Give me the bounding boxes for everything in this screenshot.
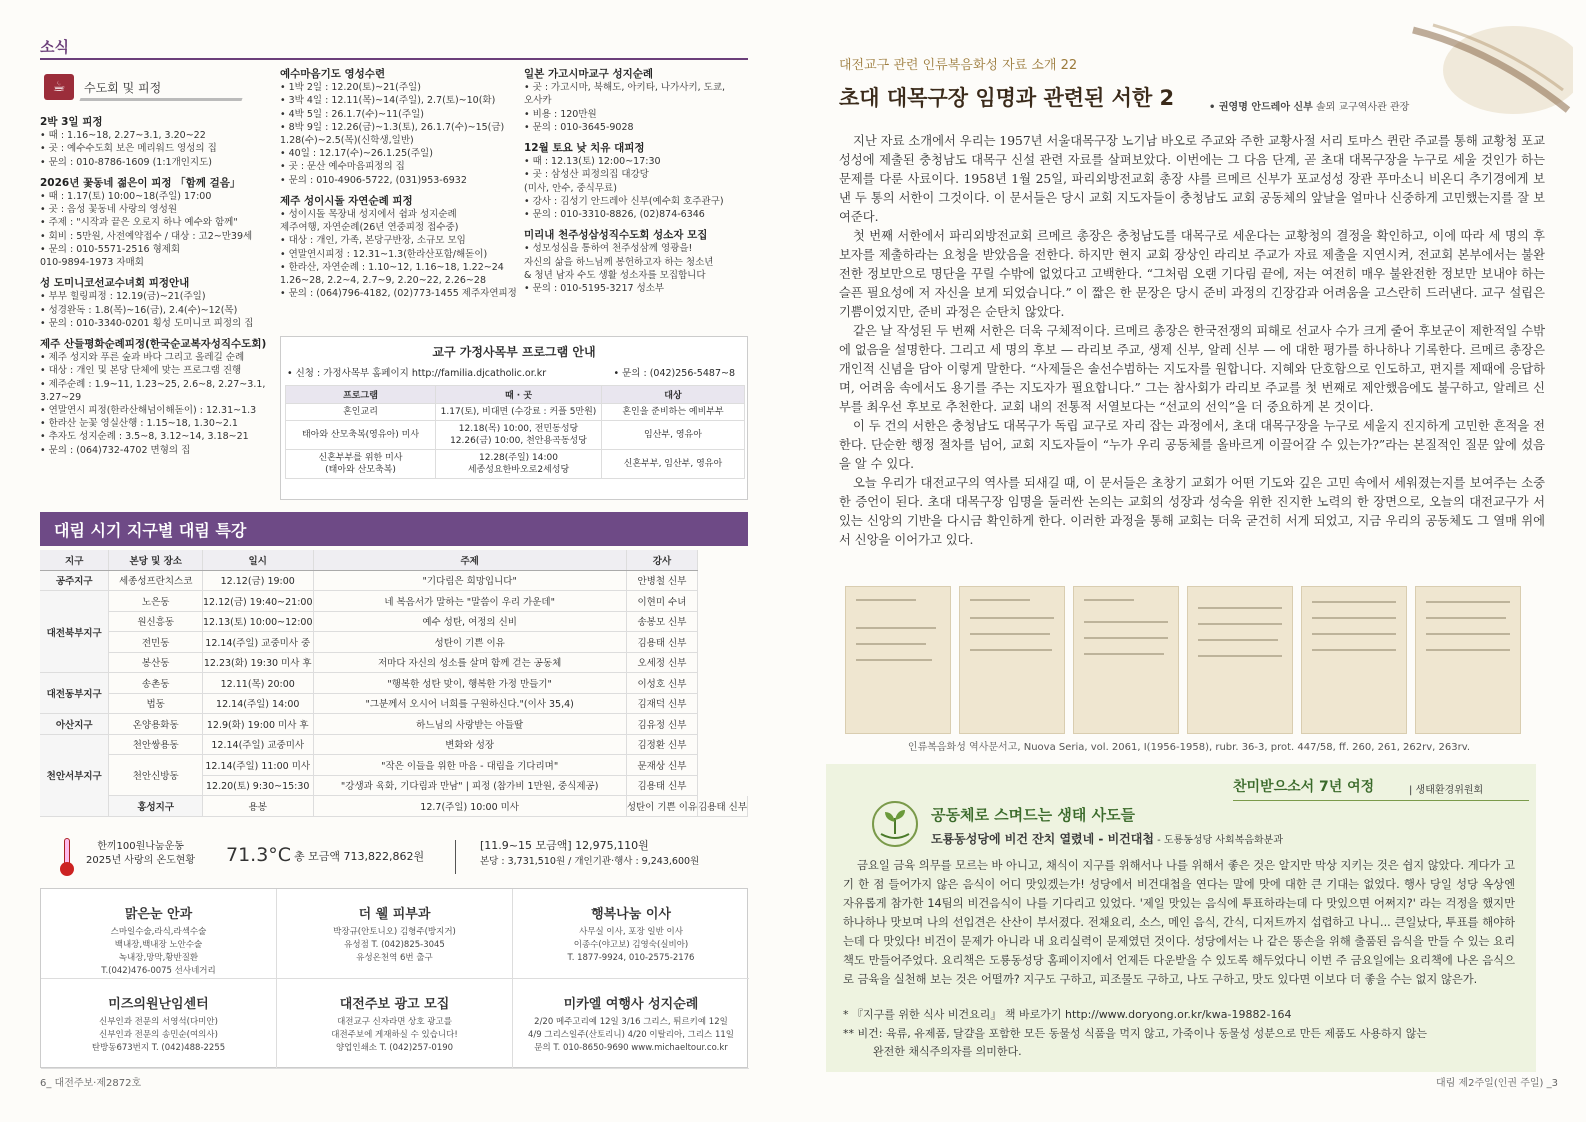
ad-line: T. 1877-9924, 010-2575-2176 [567, 953, 695, 963]
notice-line: • 연말연시 피정(한라산해넘이해돋이) : 12.31~1.3 [40, 405, 257, 417]
notice-column-2 [280, 68, 516, 300]
advent-time: 12.7(주일) 10:00 미사 [313, 796, 626, 817]
notice-line: • 문의 : (064)732-4702 면형의 집 [40, 444, 191, 456]
advent-speaker: 이현미 수녀 [626, 591, 697, 612]
advent-topic: 하느님의 사랑받는 아들딸 [313, 714, 626, 735]
left-footer: 6_ 대전주보·제2872호 [40, 1078, 142, 1089]
ad-line: 유성점 T. (042)825-3045 [344, 940, 445, 950]
quill-illustration [1393, 10, 1573, 120]
notice-column-1 [40, 116, 276, 457]
advent-district: 홍성지구 [109, 796, 203, 817]
cup-icon: ☕ [44, 74, 74, 100]
notice-heading: 12월 토요 낮 치유 대피정 [524, 142, 645, 155]
notice-line: 010-9894-1973 자매회 [40, 257, 144, 269]
notice-line: • 때 : 12.13(토) 12:00~17:30 [524, 156, 661, 168]
program-header: 대상 [602, 386, 745, 404]
notice-line: 자신의 삶을 하느님께 봉헌하고자 하는 청소년 [524, 256, 714, 268]
advent-place: 봉산동 [109, 652, 203, 673]
notice-line: • 문의 : (064)796-4182, (02)773-1455 제주자연피정 [280, 288, 517, 300]
ad-title: 미카엘 여행사 성지순례 [563, 997, 699, 1012]
program-cell [436, 450, 602, 479]
advent-place: 온양용화동 [109, 714, 203, 735]
advent-topic: 예수 성탄, 여정의 신비 [313, 611, 626, 632]
notice-heading: 2박 3일 피정 [40, 116, 103, 128]
notice-line: 3.27~29 [40, 391, 82, 403]
temperature-label: 한끼100원나눔운동 2025년 사랑의 온도현황 [86, 841, 196, 866]
notice-line: • 곳 : 가고시마, 북해도, 아키타, 나가사키, 도쿄, [524, 82, 726, 94]
advent-speaker: 오세정 신부 [626, 652, 697, 673]
notice-line: • 제주순례 : 1.9~11, 1.23~25, 2.6~8, 2.27~3.1, [40, 378, 266, 390]
program-row [286, 450, 745, 479]
notice-line: • 성이시돌 목장내 성지에서 쉼과 성지순례 [280, 209, 457, 221]
notice-line: • 추자도 성지순례 : 3.5~8, 3.12~14, 3.18~21 [40, 431, 249, 443]
notice-line: • 부부 힐링피정 : 12.19(금)~21(주일) [40, 291, 206, 303]
ad-line: 스마일수술,라식,라섹수술 [110, 927, 207, 937]
notice-line: • 회비 : 5만원, 사전예약접수 / 대상 : 고2~만39세 [40, 230, 253, 242]
notice-line: • 문의 : 010-8786-1609 (1:1개인지도) [40, 156, 212, 168]
archive-document-image [1301, 586, 1407, 734]
program-cell [286, 421, 436, 450]
notice-line: & 청년 남자 수도 생활 성소자를 모집합니다 [524, 269, 706, 281]
program-cell-line: 임산부, 영유아 [644, 430, 702, 440]
notice-line: • 4박 5일 : 26.1.7(수)~11(주일) [280, 108, 424, 120]
ad-title: 대전주보 광고 모집 [339, 997, 450, 1012]
retreat-header-label: 수도회 및 피정 [84, 81, 162, 95]
advent-district: 천안서부지구 [40, 734, 109, 816]
eco-divider [1233, 800, 1529, 801]
advent-time: 12.14(주일) 교중미사 중 [202, 632, 313, 653]
advent-time: 12.11(목) 20:00 [202, 673, 313, 694]
notice-heading: 제주 산들평화순례피정(한국순교복자성직수도회) [40, 338, 267, 351]
advent-speaker: 이성호 신부 [626, 673, 697, 694]
program-cell-line: 세종성요한바오로2세성당 [467, 465, 570, 475]
program-cell-line: 12.26(금) 10:00, 천안용곡동성당 [450, 436, 587, 446]
article-title: 초대 대목구장 임명과 관련된 서한 2 [839, 86, 1175, 110]
advent-speaker: 김용태 신부 [698, 796, 748, 817]
advent-banner: 대림 시기 지구별 대림 특강 [40, 512, 748, 546]
article-paragraph: 같은 날 작성된 두 번째 서한은 더욱 구체적이다. 르메르 총장은 한국전쟁의 피해로 선교사 수가 크게 줄어 후보군이 제한적일 수밖에 없음을 설명한다. 그리고 세 명의 후보 — 라리보 주교, 생제 신부, 알레 신부 — 에 대한 평가를 하나하나 기록한다. 르메르 총장은 개인적 신념을 담아 이렇게 말한다. “사제들은 솔선수범하는 지도자를 원합니다. 지혜와 단호함으로 인도하고, 편지를 제때에 응답하며, 어려움 속에서도 용기를 주는 지도자가 필요합니다.” 그는 참사회가 라리보 주교를 첫 번째로 제안했음에도 불구하고, 알레르 신부를 최우선 후보로 추천한다. 교회 내의 전통적 서열보다는 “선교의 선익”을 더 중요하게 본 것이다. [839, 324, 1545, 414]
right-page [793, 0, 1586, 1122]
program-cell [286, 404, 436, 421]
temperature-total: 총 모금액 713,822,862원 [294, 850, 425, 863]
notice-line: 1.28(수)~2.5(목)(신학생,일반) [280, 135, 414, 147]
advent-row [40, 755, 748, 776]
section-title: 소식 [40, 38, 69, 56]
image-caption: 인류복음화성 역사문서고, Nuova Seria, vol. 2061, I(1956-1958), rubr. 36-3, prot. 447/58, ff. 260, 261, 262rv, 263rv. [907, 742, 1471, 753]
article-series: 대전교구 관련 인류복음화성 자료 소개 22 [839, 58, 1078, 73]
article-author: • 권영명 안드레아 신부 솔뫼 교구역사관 관장 [1209, 102, 1410, 113]
program-cell [602, 421, 745, 450]
advent-place: 노은동 [109, 591, 203, 612]
notice-line: • 주제 : "시작과 끝은 오로지 하나 예수와 함께" [40, 217, 238, 229]
program-cell [286, 450, 436, 479]
advent-table [40, 550, 748, 817]
ad-line: 사무실 이사, 포장 일반 이사 [579, 927, 683, 937]
notice-line: • 문의 : 010-5195-3217 성소부 [524, 283, 665, 295]
document-images [845, 586, 1537, 736]
advent-row [40, 693, 748, 714]
advent-district: 공주지구 [40, 570, 109, 591]
advent-row [40, 632, 748, 653]
advent-topic: 저마다 자신의 성소를 살며 함께 걷는 공동체 [313, 652, 626, 673]
notice-heading: 2026년 꽃동네 젊은이 피정 「함께 걸음」 [40, 176, 241, 189]
ad-line: 신부인과 전문의 송민순(여의사) [99, 1030, 218, 1040]
notice-line: • 문의 : 010-5571-2516 형제회 [40, 243, 181, 255]
ad-line: 박장규(안토니오) 김형주(방지거) [333, 927, 456, 937]
advent-topic: 네 복음서가 말하는 "말씀이 우리 가운데" [313, 591, 626, 612]
program-header: 프로그램 [286, 386, 436, 404]
article-paragraph: 이 두 건의 서한은 충청남도 대목구가 독립 교구로 자리 잡는 과정에서, 초대 대목구장을 누구로 세울지 진지하게 고민한 흔적을 전한다. 단순한 행정 절차를 넘어, 교회 지도자들이 “누가 우리 공동체를 올바르게 이끌어갈 수 있는가?”라는 본질적인 질문 앞에 섰음을 알 수 있다. [839, 419, 1545, 471]
advent-speaker: 안병철 신부 [626, 570, 697, 591]
program-header: 때 · 곳 [436, 386, 602, 404]
advent-speaker: 송봉모 신부 [626, 611, 697, 632]
retreat-header-bar [79, 98, 242, 101]
program-title: 교구 가정사목부 프로그램 안내 [432, 345, 596, 359]
ad-card [513, 889, 749, 979]
ad-line: 대전주보에 게재하실 수 있습니다! [331, 1030, 458, 1040]
advent-speaker: 김정환 신부 [626, 734, 697, 755]
program-info [287, 365, 743, 379]
program-cell-line: 혼인교리 [343, 407, 378, 417]
program-cell [602, 404, 745, 421]
article-paragraph: 오늘 우리가 대전교구의 역사를 되새길 때, 이 문서들은 초창기 교회가 어떤 기도와 깊은 고민 속에서 세워졌는지를 보여주는 소중한 증언이 된다. 초대 대목구장 임명을 둘러싼 논의는 교회의 성장과 성숙을 위한 진지한 노력의 한 장면으로, 오늘의 대전교구가 서 있는 신앙의 기반을 다시금 확인하게 한다. 이러한 과정을 통해 교회는 더욱 굳건히 서게 되었고, 지금 우리의 공동체도 그 열매 위에서 신앙을 이어가고 있다. [839, 476, 1545, 547]
program-cell-line: (태아와 산모축복) [325, 465, 396, 475]
advent-row [40, 673, 748, 694]
program-cell-line: 12.18(목) 10:00, 전민동성당 [458, 424, 579, 434]
love-temperature [40, 836, 748, 878]
program-cell-line: 태아와 산모축복(영유아) 미사 [301, 430, 420, 440]
advent-header: 강사 [626, 550, 697, 570]
article-paragraph: 첫 번째 서한에서 파리외방전교회 르메르 총장은 충청남도를 대목구로 세운다는 교황청의 결정을 확인하고, 이에 따라 세 명의 후보자를 제출하라는 요청을 받았음을 전한다. 하지만 현지 교회 장상인 라리보 주교가 자료 제출을 지연시켜, 전교회 본부에서는 불완전한 정보만으로 명단을 꾸릴 수밖에 없었다고 고백한다. “그처럼 오랜 기다림 끝에, 저는 여전히 매우 불완전한 정보만 보내야 하는 슬픈 필요성에 저 자신을 보게 되었습니다.” 이 짧은 한 문장은 당시 준비 과정의 긴장감과 어려움을 고스란히 드러낸다. 교구 설립은 기쁨이었지만, 준비 과정은 순탄치 않았다. [839, 229, 1545, 319]
program-cell-line: 1.17(토), 비대면 (수강료 : 커플 5만원) [440, 407, 597, 417]
eco-body: 금요일 금육 의무를 모르는 바 아니고, 채식이 지구를 위해서나 나를 위해서 좋은 것은 알지만 막상 지키는 것은 쉽지 않았다. 게다가 고기 한 점 들어가지 않은 음식이 어디 맛있겠는가! 성당에서 비건대첩을 연다는 말에 맛에 대한 큰 기대는 없었다. 행사 당일 성당 옥상엔 자유롭게 참가한 14팀의 비건음식이 나를 기다리고 있었다. '제일 맛있는 음식에 투표하라는데 다 맛있으면 어쩌지?' 라는 걱정을 했지만 하나하나 맛보며 나의 선입견은 산산이 부서졌다. 전채요리, 소스, 메인 음식, 간식, 디저트까지 섭렵하고 나니... 큰일났다, 투표를 해야하는데 다 맛있다! 비건이 문제가 아니라 내 요리실력이 문제였던 것이다. 성당에서는 나 같은 똥손을 위해 출품된 음식을 만들 수 있는 요리책도 만들어주었다. 요리책은 도룡동성당 홈페이지에서 언제든 다운받을 수 있도록 해두었다니 이번 주 금요일에는 요리책에 나온 음식으로 금육을 실천해 보는 것은 어떨까? 지구도 구하고, 피조물도 구하고, 나도 구하고, 맛도 있다면 이보다 더 좋을 수는 없지 않은가. [843, 859, 1515, 986]
advent-place: 용봉 [202, 796, 313, 817]
notice-line: • 대상 : 개인, 가족, 본당구반장, 소규모 모임 [280, 235, 466, 247]
archive-document-image [1187, 586, 1293, 734]
article-paragraph: 지난 자료 소개에서 우리는 1957년 서울대목구장 노기남 바오로 주교와 주한 교황사절 서리 토마스 퀸란 주교를 통해 교황청 포교성성에 제출된 충청남도 대목구 신설 관련 자료를 살펴보았다. 이번에는 그 다음 단계, 곧 초대 대목구장을 누구로 세울 것인가 하는 문제를 다룬 사료이다. 1958년 1월 25일, 파리외방전교회 총장 샤를 르메르 신부가 포교성성 장관 푸마소니 비온디 추기경에게 보낸 두 통의 서한이 그것이다. 이 문서들은 당시 교회 지도자들이 충청남도 교회 공동체의 앞날을 얼마나 신중하게 고민했는지를 잘 보여준다. [839, 134, 1545, 224]
temperature-divider [455, 840, 456, 874]
notice-line: • 문의 : 010-3310-8826, (02)874-6346 [524, 209, 705, 221]
ad-line: 유성온천역 6번 출구 [356, 953, 433, 963]
notice-line: • 강사 : 김성기 안드레아 신부(예수회 호주관구) [524, 195, 724, 207]
ad-line: 백내장,백내장 노안수술 [114, 940, 203, 950]
advent-topic: "강생과 육화, 기다림과 만남" | 피정 (참가비 1만원, 중식제공) [313, 775, 626, 796]
advent-row [40, 611, 748, 632]
advent-district: 대전동부지구 [40, 673, 109, 714]
advent-topic: "작은 이들을 위한 마음 - 대림을 기다리며" [313, 755, 626, 776]
advent-place: 천안쌍용동 [109, 734, 203, 755]
ad-line: 4/9 그리스일주(산토리니) 4/20 이탈리아, 그리스 11일 [527, 1030, 734, 1040]
notice-line: • 곳 : 음성 꽃동네 사랑의 영성원 [40, 204, 178, 216]
notice-line: • 1박 2일 : 12.20(토)~21(주일) [280, 82, 421, 94]
notice-heading: 성 도미니코선교수녀회 피정안내 [40, 277, 190, 290]
advent-topic: 성탄이 기쁜 이유 [626, 796, 697, 817]
notice-line: • 40일 : 12.17(수)~26.1.25(주일) [280, 148, 433, 160]
thermometer-icon [60, 838, 74, 876]
advent-topic: "기다림은 희망입니다" [313, 570, 626, 591]
ad-title: 행복나눔 이사 [591, 907, 671, 922]
notice-line: • 곳 : 삼성산 피정의집 대강당 [524, 169, 649, 181]
advent-row [40, 734, 748, 755]
notice-line: • 문의 : 010-3340-0201 횡성 도미니코 피정의 집 [40, 317, 254, 329]
ad-line: 대전교구 신자라면 상호 광고를 [337, 1017, 452, 1027]
archive-document-image [959, 586, 1065, 734]
advent-time: 12.20(토) 9:30~15:30 [202, 775, 313, 796]
program-contact: • 문의 : (042)256-5487~8 [613, 368, 735, 379]
advent-row [40, 714, 748, 735]
advent-header: 본당 및 장소 [109, 550, 203, 570]
advent-header: 일시 [202, 550, 313, 570]
notice-line: • 연말연시피정 : 12.31~1.3(한라산포함/해돋이) [280, 248, 488, 260]
ad-title: 미즈의원난임센터 [108, 997, 209, 1012]
advent-speaker: 문재상 신부 [626, 755, 697, 776]
ad-title: 맑은눈 안과 [124, 907, 193, 922]
eco-notes [843, 1006, 1515, 1062]
program-row [286, 404, 745, 421]
notice-line: • 한라산 눈꽃 영실산행 : 1.15~18, 1.30~2.1 [40, 418, 238, 430]
program-cell-line: 12.28(주일) 14:00 [479, 453, 558, 463]
family-program-box [280, 336, 748, 500]
ad-card [41, 979, 277, 1069]
advent-time: 12.14(주일) 교중미사 [202, 734, 313, 755]
ad-card [41, 889, 277, 979]
advent-time: 12.23(화) 19:30 미사 후 [202, 652, 313, 673]
ad-line: 녹내장,망막,황반질환 [118, 953, 199, 963]
retreat-header [40, 72, 200, 102]
temperature-week: [11.9~15 모금액] 12,975,110원 본당 : 3,731,510원 / 개인기관·행사 : 9,243,600원 [480, 839, 700, 867]
eco-note-2: ** 비건: 육류, 유제품, 달걀을 포함한 모든 동물성 식품을 먹지 않고, 가죽이나 동물성 성분으로 만든 제품도 사용하지 않는 [843, 1026, 1428, 1040]
program-table [285, 385, 745, 479]
advent-district: 대전북부지구 [40, 591, 109, 673]
ad-line: 문의 T. 010-8650-9690 www.michaeltour.co.kr [534, 1043, 728, 1053]
article-body [839, 132, 1545, 550]
advent-row [40, 796, 748, 817]
advent-header: 지구 [40, 550, 109, 570]
advent-place: 송촌동 [109, 673, 203, 694]
archive-document-image [1415, 586, 1521, 734]
ad-card [513, 979, 749, 1069]
notice-line: • 곳 : 문산 예수마음피정의 집 [280, 161, 405, 173]
notice-line: • 8박 9일 : 12.26(금)~1.3(토), 26.1.7(수)~15(금) [280, 121, 505, 133]
archive-document-image [1073, 586, 1179, 734]
advent-topic: "행복한 성탄 맞이, 행복한 가정 만들기" [313, 673, 626, 694]
notice-heading: 예수마음기도 영성수련 [280, 68, 386, 80]
notice-line: • 성경완독 : 1.8(목)~16(금), 2.4(수)~12(목) [40, 304, 238, 316]
program-apply: • 신청 : 가정사목부 홈페이지 http://familia.djcatholic.or.kr [287, 368, 547, 379]
ad-line: 신부인과 전문의 서영석(다미안) [99, 1017, 218, 1027]
notice-heading: 제주 성이시돌 자연순례 피정 [280, 194, 413, 207]
eco-subtitle: 도룡동성당에 비건 잔치 열렸네 - 비건대첩 - 도룡동성당 사회복음화분과 [931, 832, 1284, 846]
advent-place: 전민동 [109, 632, 203, 653]
notice-line: • 곳 : 예수수도회 보은 메리워드 영성의 집 [40, 143, 217, 155]
notice-line: • 한라산, 자연순례 : 1.10~12, 1.16~18, 1.22~24 [280, 261, 504, 273]
advent-time: 12.12(금) 19:40~21:00 [202, 591, 313, 612]
ad-title: 더 웰 피부과 [358, 907, 431, 922]
notice-line: • 성모성심을 통하여 천주성삼께 영광을! [524, 243, 693, 255]
advent-place: 천안신방동 [109, 755, 203, 796]
advent-time: 12.14(주일) 11:00 미사 [202, 755, 313, 776]
notice-heading: 일본 가고시마교구 성지순례 [524, 68, 654, 80]
advent-topic: "그분께서 오시어 너희를 구원하신다."(이사 35,4) [313, 693, 626, 714]
advent-time: 12.12(금) 19:00 [202, 570, 313, 591]
right-footer: 대림 제2주일(인권 주일) _3 [1435, 1078, 1558, 1089]
eco-org: | 생태환경위원회 [1409, 785, 1484, 796]
program-row [286, 421, 745, 450]
notice-line: • 대상 : 개인 및 본당 단체에 맞는 프로그램 진행 [40, 365, 242, 377]
advent-topic: 성탄이 기쁜 이유 [313, 632, 626, 653]
archive-document-image [845, 586, 951, 734]
program-cell [436, 404, 602, 421]
temperature-value: 71.3°C [226, 844, 292, 866]
ad-line: 2/20 메주고리예 12일 3/16 그리스, 튀르키예 12일 [534, 1017, 728, 1027]
ad-line: 탄방동673번지 T. (042)488-2255 [91, 1043, 226, 1053]
advent-speaker: 김유정 신부 [626, 714, 697, 735]
eco-note-2-cont: 완전한 채식주의자를 의미한다. [873, 1045, 1022, 1058]
notice-line: • 때 : 1.16~18, 2.27~3.1, 3.20~22 [40, 130, 206, 142]
ad-line: 이종수(야고보) 김영숙(실비아) [573, 940, 689, 950]
notice-line: • 3박 4일 : 12.11(목)~14(주일), 2.7(토)~10(화) [280, 95, 496, 107]
notice-heading: 미리내 천주성삼성직수도회 성소자 모집 [524, 229, 708, 242]
ad-card [277, 889, 513, 979]
advent-speaker: 김용태 신부 [626, 775, 697, 796]
eco-title: 공동체로 스며드는 생태 사도들 [931, 806, 1136, 824]
advent-time: 12.14(주일) 14:00 [202, 693, 313, 714]
advent-row [40, 591, 748, 612]
program-cell-line: 신혼부부, 임산부, 영유아 [623, 459, 723, 469]
advent-place: 법동 [109, 693, 203, 714]
advent-place: 원신흥동 [109, 611, 203, 632]
eco-series: 찬미받으소서 7년 여정 [1233, 779, 1375, 795]
advent-district: 아산지구 [40, 714, 109, 735]
advent-time: 12.9(화) 19:00 미사 후 [202, 714, 313, 735]
notice-line: • 문의 : 010-3645-9028 [524, 121, 634, 133]
ad-line: T.(042)476-0075 선사네거리 [101, 966, 216, 976]
program-cell [436, 421, 602, 450]
ads-grid [40, 888, 748, 1068]
notice-line: • 제주 성지와 푸른 숲과 바다 그리고 올레길 순례 [40, 352, 245, 364]
plant-hands-icon [871, 800, 919, 848]
notice-column-3 [524, 68, 754, 295]
notice-line: (미사, 안수, 중식무료) [524, 182, 617, 194]
eco-note-1: * 『지구를 위한 식사 비건요리』 책 바로가기 http://www.doryong.or.kr/kwa-19882-164 [843, 1008, 1292, 1021]
ad-line: 양업인쇄소 T. (042)257-0190 [335, 1043, 454, 1053]
program-cell-line: 신혼부부를 위한 미사 [318, 453, 403, 463]
section-divider [40, 58, 748, 60]
notice-line: 제주여행, 자연순례(26년 연중피정 접수중) [280, 222, 459, 234]
notice-line: 오사카 [524, 95, 552, 107]
advent-place: 세종성프란치스코 [109, 570, 203, 591]
advent-speaker: 김용태 신부 [626, 632, 697, 653]
notice-line: • 문의 : 010-4906-5722, (031)953-6932 [280, 174, 467, 186]
advent-header: 주제 [313, 550, 626, 570]
notice-line: • 비용 : 120만원 [524, 108, 597, 120]
notice-line: • 때 : 1.17(토) 10:00~18(주일) 17:00 [40, 191, 212, 203]
notice-line: 1.26~28, 2.2~4, 2.7~9, 2.20~22, 2.26~28 [280, 275, 486, 287]
advent-topic: 변화와 성장 [313, 734, 626, 755]
program-cell [602, 450, 745, 479]
advent-row [40, 570, 748, 591]
program-cell-line: 혼인을 준비하는 예비부부 [622, 407, 724, 417]
advent-speaker: 김재덕 신부 [626, 693, 697, 714]
advent-row [40, 652, 748, 673]
ad-card [277, 979, 513, 1069]
advent-time: 12.13(토) 10:00~12:00 [202, 611, 313, 632]
